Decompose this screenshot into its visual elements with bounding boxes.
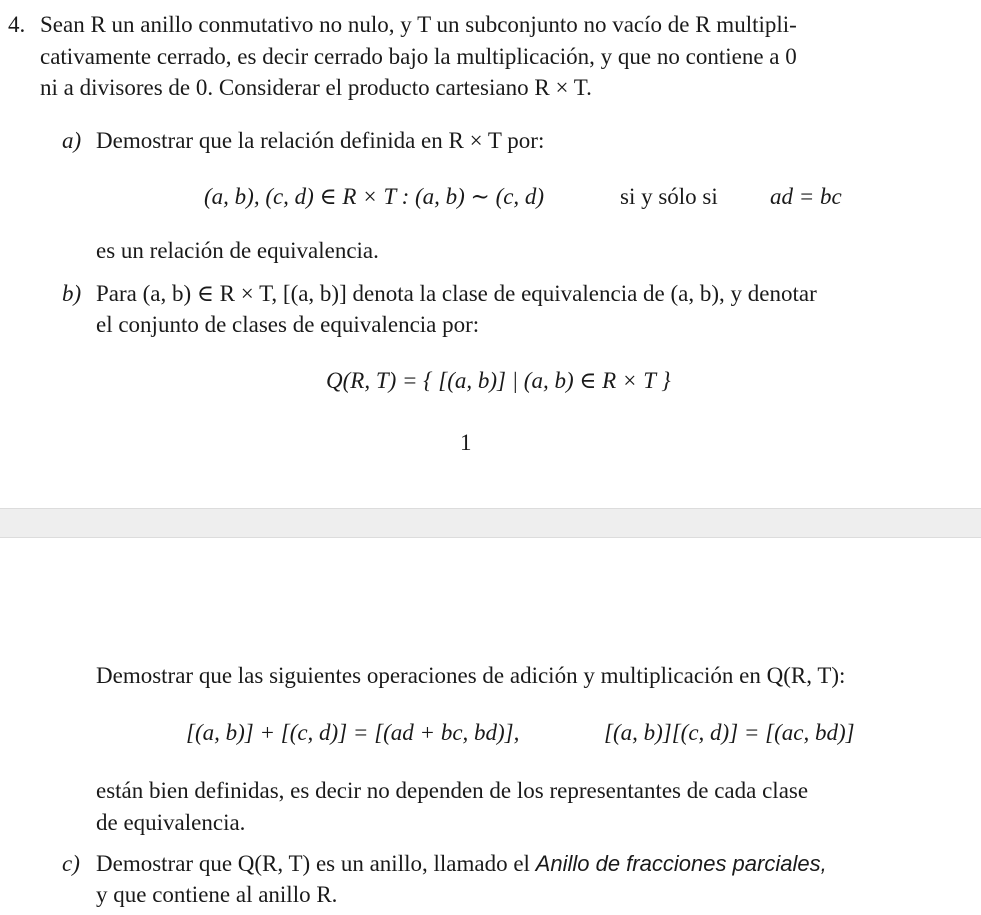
- page-gap: [0, 508, 981, 538]
- part-b-label: b): [62, 281, 82, 306]
- ring-name: Anillo de fracciones parciales,: [535, 851, 827, 876]
- equivalence-condition: ad = bc: [770, 184, 842, 209]
- part-c-line-2: y que contiene al anillo R.: [96, 882, 338, 907]
- intro-line-2: cativamente cerrado, es decir cerrado bajo la multiplicación, y que no contiene a 0: [40, 44, 797, 69]
- operations-intro: Demostrar que las siguientes operaciones de adición y multiplicación en Q(R, T):: [96, 663, 846, 688]
- problem-number: 4.: [8, 12, 26, 37]
- well-defined-line-2: de equivalencia.: [96, 810, 246, 835]
- page-number: 1: [460, 430, 472, 455]
- multiplication-formula: [(a, b)][(c, d)] = [(ac, bd)]: [604, 720, 855, 745]
- page-2: [0, 538, 981, 915]
- part-c-text-before: Demostrar que Q(R, T) es un anillo, llamado el: [96, 851, 530, 876]
- part-a-after: es un relación de equivalencia.: [96, 238, 379, 263]
- part-a-text: Demostrar que la relación definida en R × T por:: [96, 128, 545, 153]
- part-c-label: c): [62, 851, 80, 876]
- well-defined-line-1: están bien definidas, es decir no dependen de los representantes de cada clase: [96, 778, 809, 803]
- part-c-text: [96, 849, 827, 879]
- part-b-line-2: el conjunto de clases de equivalencia por:: [96, 312, 480, 337]
- quotient-set-formula: Q(R, T) = { [(a, b)] | (a, b) ∈ R × T }: [326, 368, 671, 393]
- addition-formula: [(a, b)] + [(c, d)] = [(ad + bc, bd)],: [186, 720, 520, 745]
- equivalence-formula: (a, b), (c, d) ∈ R × T : (a, b) ∼ (c, d): [204, 184, 545, 209]
- intro-line-3: ni a divisores de 0. Considerar el producto cartesiano R × T.: [40, 75, 592, 100]
- part-a-label: a): [62, 128, 82, 153]
- iff-text: si y sólo si: [620, 184, 718, 209]
- part-b-line-1: Para (a, b) ∈ R × T, [(a, b)] denota la clase de equivalencia de (a, b), y denotar: [96, 281, 817, 306]
- intro-line-1: Sean R un anillo conmutativo no nulo, y T un subconjunto no vacío de R multipli-: [40, 12, 797, 37]
